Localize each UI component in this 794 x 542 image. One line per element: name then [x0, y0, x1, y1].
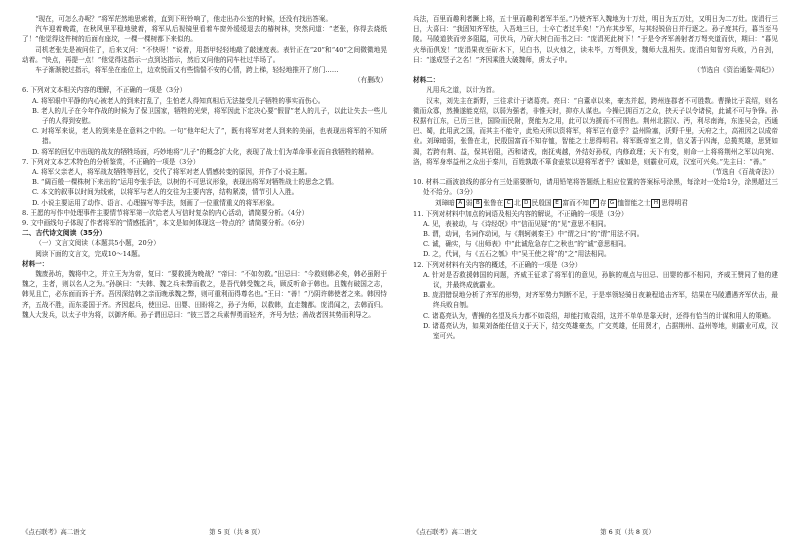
option: D. 将军的回忆中出现的战友的牺牲场面，巧妙地将“儿子”的概念扩大化，表现了战士们为革命事业而自我牺牲的精神。: [32, 147, 378, 156]
segment: 富而不知: [562, 198, 589, 207]
option: D. 诸葛亮认为，如果刘备能任信义于天下，结交英雄豪杰，广交英雄，任用贤才，占据荆州、益州等地，则霸业可成，汉室可兴。: [423, 321, 778, 341]
option: A. 将军眼中平静的内心被老人的到来打乱了，生怕老人得知真相后无法接受儿子牺牲的事实而伤心。: [32, 96, 325, 105]
question-10: [413, 177, 778, 197]
segment: 恤: [617, 198, 625, 207]
option: B. 谓，动词，名词作动词，与《荆轲刺秦王》中“谓之曰”的“谓”用法不同。: [423, 230, 644, 239]
break-box-e[interactable]: E: [553, 199, 562, 208]
question-9: 9. 文中画线句子体现了作者将军的“情感抵消”，本文是如何体现这一特点的？请简要分析。（6分）: [22, 219, 309, 228]
material-2-text: 汉末，刘先主在新野，三往求计于诸葛亮。亮曰：“自董卓以来，豪杰并起，跨州连郡者不可胜数。曹操比于袁绍，则名微而众寡，然操遂能克绍，以弱为强者，非惟天时，抑亦人谋也。今操已拥百万之众，挟天子以令诸侯，此诚不可与争锋。孙权据有江东，已历三世，国险而民附，贤能为之用，此可以为援而不可图也。荆州北据汉、沔，利尽南海，东连吴会，西通巴、蜀，此用武之国，而其主不能守，此殆天所以资将军，将军岂有意乎？益州险塞，沃野千里，天府之土，高祖因之以成帝业。刘璋暗弱，张鲁在北，民殷国富而不知存恤，智能之士思得明君。将军既帝室之胄，信义著于四海，总揽英雄，思贤如渴，若跨有荆、益，保其岩阻，西和诸戎，南抚夷越，外结好孙权，内修政理；天下有变，则命一上将将荆州之军以向宛、洛，将军身率益州之众出于秦川，百姓孰敢不箪食壶浆以迎将军者乎？诚如是，则霸业可成，汉室可兴矣。”先主曰：“善。”: [413, 96, 778, 166]
story-paragraph: 车子渐渐驶过指示，将军坐在座位上，边欢悦而又有些惴惴不安的心情，跨上梯，轻轻地推开了房门……: [35, 66, 339, 75]
option: A. 将军父亲老人，将军战友牺牲等回忆，交代了将军对老人情感转变的原因，并作了小说主题。: [32, 168, 312, 177]
section-heading: 二、古代诗文阅读（35分）: [22, 229, 107, 238]
story-text: [22, 14, 387, 85]
story-paragraph: 司机老张先是被问住了，后来又问：“不快呀！”说着，用指甲轻轻地敲了敲速度表。表针正在“20”和“40”之间微微地晃动着。“快点，再提一点！”他觉得这指示一点到达指示，然后又问他的同车杜过半场了。: [22, 45, 387, 64]
segment: 思得: [661, 198, 675, 207]
break-box-a[interactable]: A: [456, 199, 465, 208]
material-1-text: 魏废孙坊，魏将中之，并立王为为帝，复曰：“要救援为晚战？”帝曰：“不如勿救。”田忌曰：“今救则韩必矣，韩必虽附于魏之，主者，则以名人之为。”孙膑曰：“夫韩、魏之兵未弊而救之，是吾代韩受魏之兵，顾反听命于韩也。且魏有破国之志，韩见且亡，必东面而诉于齐。吾因深结韩之亲而晚承魏之弊，则可重利而得尊名也。”王曰：“善！”乃阴许韩使者之来。韩因恃齐，五战不胜，而东委国于齐。齐因起兵，使田忌、田婴、田盼将之，孙子为师，以救韩，直走魏都。庞涓闻之，去韩而归。魏人大发兵，以太子申为将，以御齐师。孙子谓田忌曰：“彼三晋之兵素悍勇而轻齐，齐号为怯；善战者因其势而利导之。: [22, 270, 387, 319]
page-footer: [413, 527, 778, 536]
question-stem: 12. 下列对材料有关内容的概述，不正确的一项是（3分）: [413, 260, 582, 269]
segment: 北: [514, 198, 521, 207]
question-11: [413, 209, 778, 260]
option: D. 之，代词，与《五石之瓠》中“吴王使之将”的“之”用法相同。: [423, 250, 611, 259]
break-box-g[interactable]: G: [608, 199, 617, 208]
option: B. 庞涓错误地分析了齐军的形势，对齐军势力判断不足，于是率领轻骑日夜兼程追击齐军，结果在马陵遭遇齐军伏击，最终兵败自刎。: [423, 291, 778, 310]
segment: 智能之士: [624, 198, 651, 207]
question-12: [413, 260, 778, 342]
footer-page-number: 第 6 页（共 8 页）: [600, 528, 655, 536]
right-page: [397, 0, 794, 542]
question-7: [22, 157, 387, 208]
question-stem: 7. 下列对文本艺术特色的分析鉴赏，不正确的一项是（3分）: [22, 157, 200, 166]
footer-page-number: 第 5 页（共 8 页）: [209, 528, 264, 536]
break-box-b[interactable]: B: [473, 199, 482, 208]
option: B. “阔百般一棵株树下来出的”运用夸张手法，以树的不可思议形象，表现出将军对牺牲战士的思念之情。: [32, 178, 338, 187]
material-2-source: （节选自《百战奇法》）: [708, 168, 778, 177]
question-6: [22, 85, 387, 156]
option: D. 小说主要运用了动作、语言、心理描写等手法，刻画了一位重情重义的将军形象。: [32, 198, 279, 207]
break-box-h[interactable]: H: [651, 199, 660, 208]
story-paragraph: 汽车迎着晚霞，在秋风里平稳地驶着，将军从后视镜里看着车窗外缓缓退去的椿树林，突然问道：“老张，你得去烧纸了！”他觉得这件树的后面有座坟，一棵一棵树都下来似的。: [22, 25, 387, 44]
option: A. 见，表被动，与《诗经氓》中“信而见疑”的“见”意思不相同。: [423, 219, 611, 228]
page-footer: [22, 527, 387, 536]
story-paragraph: “现在，可怎么办呢？”将军茫然地思索着，直到下班铃响了，他走出办公室的时候，还没有找出答案。: [35, 15, 333, 23]
break-box-f[interactable]: F: [590, 199, 599, 208]
segment: 民殷国: [531, 198, 552, 207]
material-2-text: 凡用兵之道，以计为首。: [426, 86, 499, 95]
material-1-continued: 兵法，百里而趣利者蹶上将，五十里而趣利者军半至。”乃使齐军入魏地为十万灶，明日为五万灶，又明日为二万灶。庞涓行三日，大喜曰：“我固知齐军怯，入吾地三日，士卒亡者过半矣！”乃弃其步军，与其轻锐倍日并行逐之。孙子度其行，暮当至马陵。马陵道狭而旁多阻隘，可伏兵，乃斫大树白而书之曰：“庞涓死此树下！”于是令齐军善射者万弩夹道而伏，期曰：“暮见火举而俱发！”庞涓果夜至斫木下，见白书，以火烛之，读未毕，万弩俱发，魏师大乱相失。庞涓自知智穷兵败，乃自刭，曰：“遂成竖子之名！”齐因乘胜大破魏师，虏太子申。: [413, 15, 778, 64]
segment: 张鲁在: [483, 198, 504, 207]
option: B. 老人的儿子在今年作战的时候为了保卫国家，牺牲的光荣，将军因此下定决心要“假冒”老人的儿子，以此让失去一些儿子的人得到安慰。: [32, 106, 387, 126]
material-1-source: （节选自《资治通鉴·周纪》）: [693, 66, 778, 75]
subsection-instruction: 阅读下面的文言文，完成10～14题。: [35, 249, 145, 258]
segment: 明君: [674, 198, 688, 207]
material-2-label: 材料二：: [413, 76, 440, 85]
footer-exam-name: 《点石联考》高二语文: [22, 528, 86, 536]
segment: 弱: [465, 198, 473, 207]
question-8-9: [22, 208, 387, 228]
story-source: （有删改）: [354, 76, 387, 85]
question-stem: 10. 材料二画波浪线的部分有三处需要断句，请用铅笔将答题纸上相应位置的答案标号涂黑，每涂对一处给1分，涂黑超过三处不给分。（3分）: [413, 178, 778, 197]
option: A. 针对是否救援韩国的问题，齐威王征求了将军们的意见，孙膑的观点与田忌、田婴的都不相同，齐威王赞同了他的建议，并最终成就霸业。: [423, 270, 778, 290]
segment: 刘璋暗: [435, 198, 455, 207]
footer-exam-name: 《点石联考》高二语文: [413, 528, 477, 536]
option: C. 诸葛亮认为，曹操的名望及兵力都不如袁绍，却能打败袁绍，这并不单单是靠天时，还得有恰当的计谋和用人的策略。: [423, 311, 775, 320]
question-8: 8. 王愿的写作中处理事件主要情节将军第一次给老人写信时复杂的内心活动，请简要分析。（4分）: [22, 208, 309, 217]
option: C. 诚，确实，与《出师表》中“此诚危急存亡之秋也”的“诚”意思相同。: [423, 240, 631, 249]
option: C. 对将军来说，老人的到来是在意料之中的。一句“他年纪大了”，既有将军对老人到来的美丽，也表现出将军的不知所措。: [32, 127, 387, 146]
question-stem: 11. 下列对材料中加点的词语及相关内容的解说，不正确的一项是（3分）: [413, 209, 628, 218]
sentence-break-line: [413, 198, 778, 209]
material-1-label: 材料一：: [22, 259, 49, 268]
break-box-c[interactable]: C: [504, 199, 513, 208]
subsection-heading: （一）文言文阅读（本题共5小题，20分）: [35, 239, 160, 248]
segment: 存: [599, 198, 607, 207]
break-box-d[interactable]: D: [522, 199, 531, 208]
option: C. 本文的叙事以时间为线索，以将军与老人的交往为主要内容，结构紧凑，情节引人入胜。: [32, 188, 299, 197]
question-stem: 6. 下列对文本相关内容的理解，不正确的一项是（3分）: [22, 86, 187, 95]
